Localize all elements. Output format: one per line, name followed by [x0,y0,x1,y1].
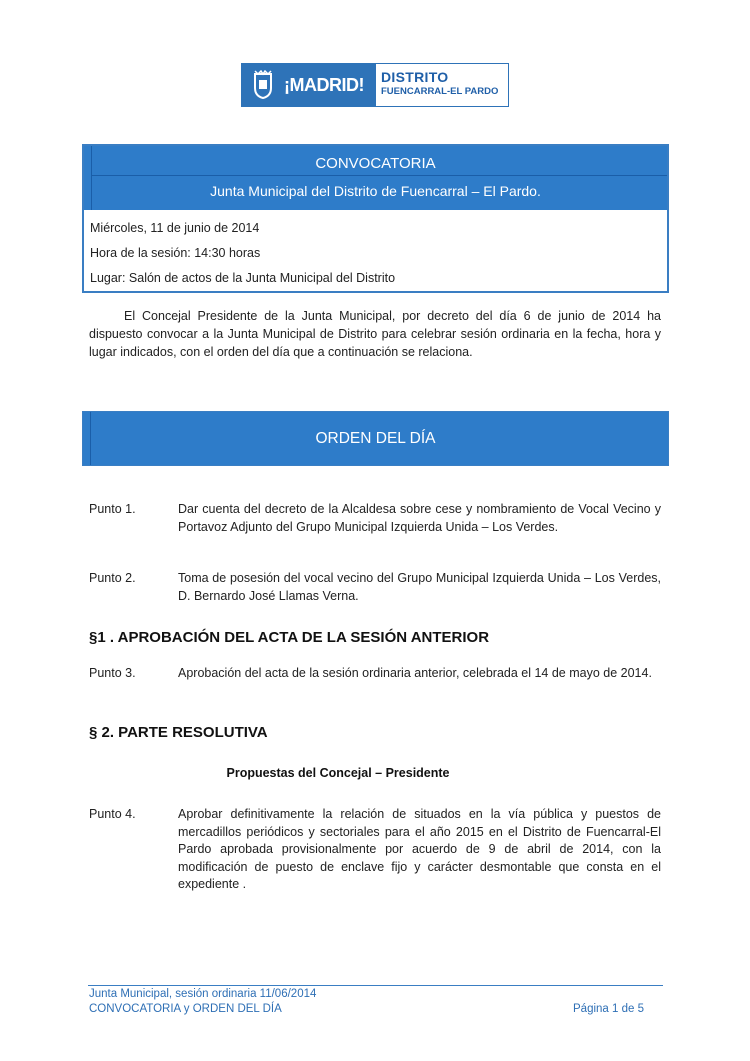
logo-madrid-text: ¡MADRID! [284,74,364,95]
agenda-item-text: Aprobar definitivamente la relación de situados en la vía pública y puestos de mercadillos periódicos y sectoriales para el año 2015 en el Distrito de Fuencarral-El Pardo aprobada provisionalmente por acuerdo de 9 de abril de 2014, con la modificación de puesto de enclave fijo y carácter desmontable que consta en el expediente . [178,807,661,891]
footer-page-number: Página 1 de 5 [573,1003,644,1015]
propuestas-heading: Propuestas del Concejal – Presidente [226,766,450,780]
agenda-item-text: Toma de posesión del vocal vecino del Grupo Municipal Izquierda Unida – Los Verdes, D. Bernardo José Llamas Verna. [178,571,661,603]
agenda-item-label: Punto 1. [89,502,136,516]
convocatoria-title: CONVOCATORIA [315,155,436,172]
intro-paragraph: El Concejal Presidente de la Junta Municipal, por decreto del día 6 de junio de 2014 ha dispuesto convocar a la Junta Municipal de Distrito para celebrar sesión ordinaria en la fecha, hora y lugar indicados, con el orden del día que a continuación se relaciona. [89,309,661,359]
convocatoria-details [84,210,667,291]
session-place: Lugar: Salón de actos de la Junta Municipal del Distrito [90,271,396,285]
convocatoria-divider [91,175,667,176]
agenda-item-text: Aprobación del acta de la sesión ordinaria anterior, celebrada el 14 de mayo de 2014. [178,666,652,680]
convocatoria-box [82,144,669,293]
logo-distrito-block [376,64,508,106]
session-date: Miércoles, 11 de junio de 2014 [90,221,260,235]
orden-del-dia-band [82,411,669,466]
footer-divider [88,985,663,986]
section-heading-1: §1 . APROBACIÓN DEL ACTA DE LA SESIÓN ANTERIOR [89,629,490,646]
distrito-logo [241,63,509,107]
logo-district-name: FUENCARRAL-EL PARDO [381,86,499,97]
logo-madrid-block [242,64,376,106]
madrid-seal-icon [250,70,276,100]
agenda-item-label: Punto 2. [89,571,136,585]
footer-session: Junta Municipal, sesión ordinaria 11/06/2014 [89,988,317,1000]
agenda-item-text: Dar cuenta del decreto de la Alcaldesa sobre cese y nombramiento de Vocal Vecino y Portavoz Adjunto del Grupo Municipal Izquierda Unida – Los Verdes. [178,502,661,534]
session-time: Hora de la sesión: 14:30 horas [90,246,261,260]
agenda-item [89,501,661,536]
logo-distrito-label: DISTRITO [381,69,449,85]
orden-del-dia-title: ORDEN DEL DÍA [315,430,436,447]
agenda-item [89,570,661,605]
convocatoria-header [84,146,667,210]
agenda-item-label: Punto 4. [89,807,136,821]
agenda-item [89,806,661,894]
section-heading-2: § 2. PARTE RESOLUTIVA [89,724,268,741]
footer-document-title: CONVOCATORIA y ORDEN DEL DÍA [89,1003,282,1015]
agenda-item [89,665,661,683]
agenda-item-label: Punto 3. [89,666,136,680]
convocatoria-subtitle: Junta Municipal del Distrito de Fuencarral – El Pardo. [210,183,541,199]
